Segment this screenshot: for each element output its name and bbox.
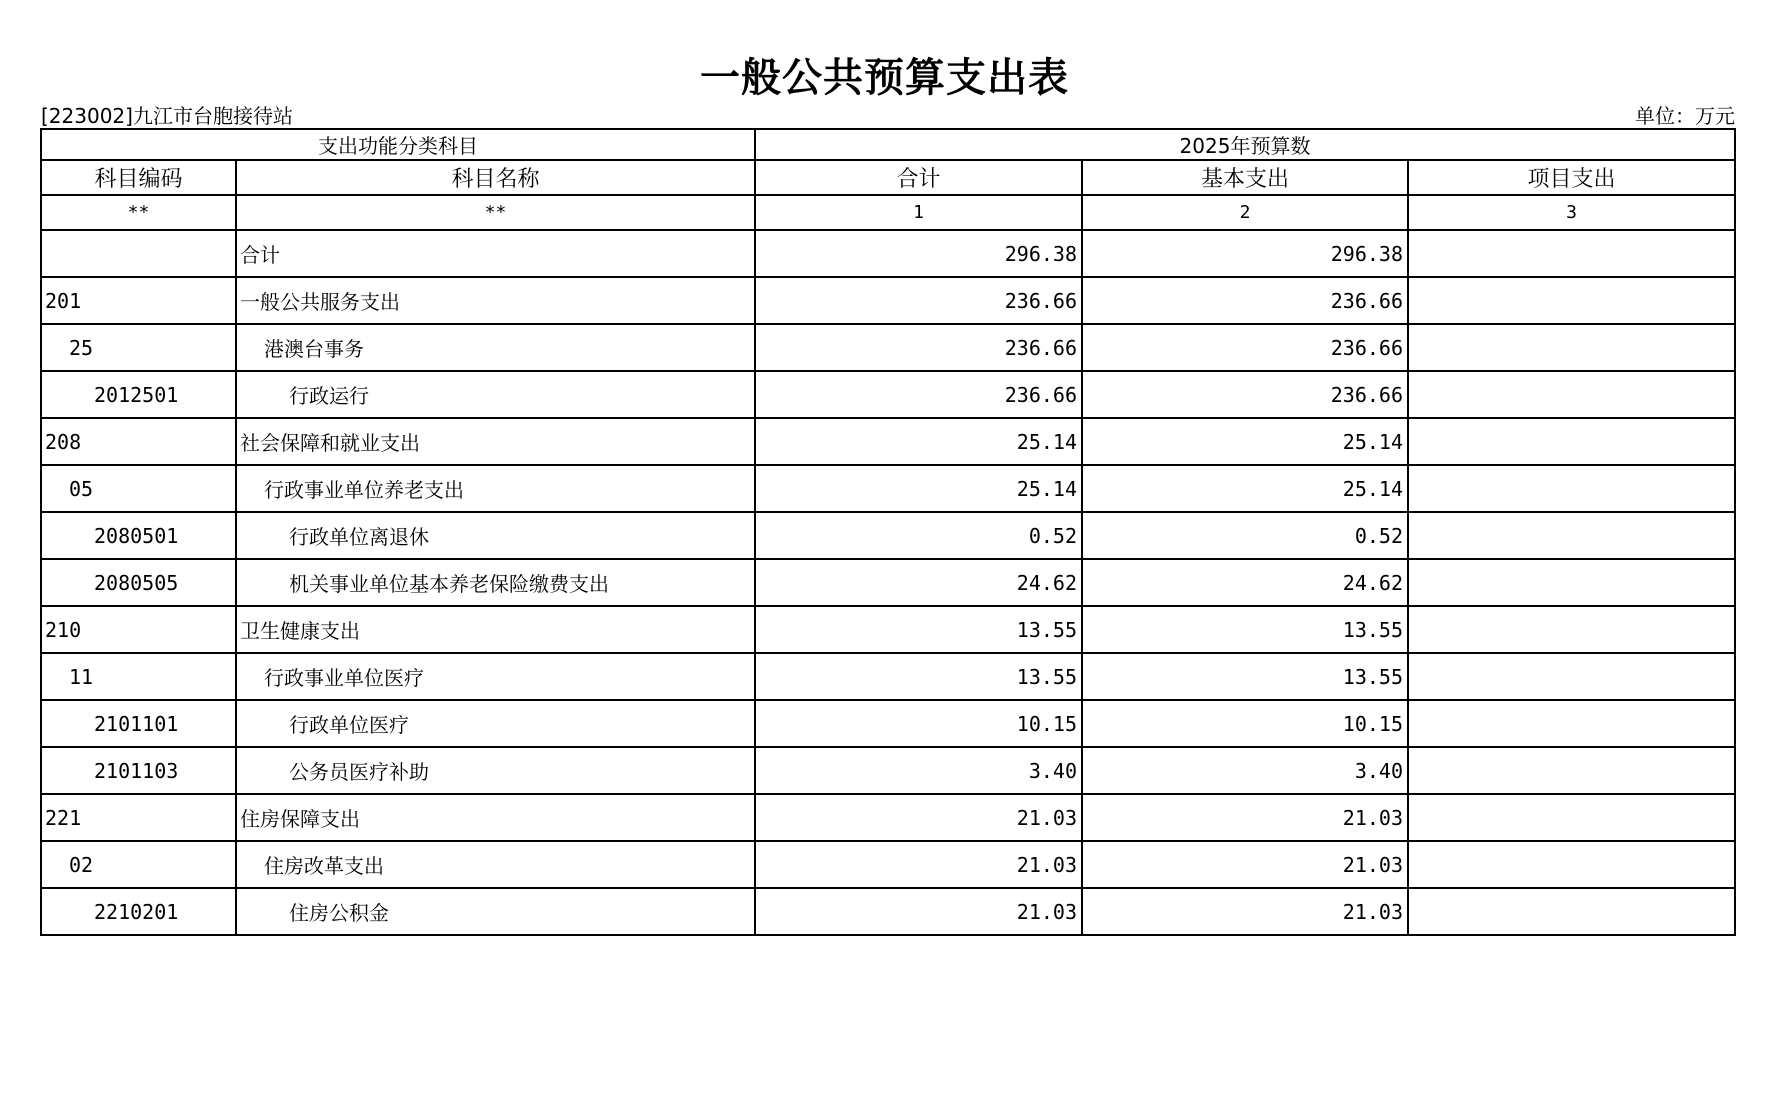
row-name: 住房改革支出 bbox=[236, 841, 755, 888]
table-row bbox=[41, 418, 1735, 465]
row-code: 210 bbox=[41, 606, 236, 653]
row-total: 25.14 bbox=[755, 465, 1082, 512]
row-project bbox=[1408, 559, 1735, 606]
row-total: 296.38 bbox=[755, 230, 1082, 277]
header-name: 科目名称 bbox=[236, 160, 755, 195]
row-basic: 13.55 bbox=[1082, 653, 1408, 700]
row-total: 0.52 bbox=[755, 512, 1082, 559]
table-row bbox=[41, 794, 1735, 841]
header-basic: 基本支出 bbox=[1082, 160, 1408, 195]
row-total: 3.40 bbox=[755, 747, 1082, 794]
index-name: ** bbox=[236, 195, 755, 230]
row-project bbox=[1408, 841, 1735, 888]
row-basic: 21.03 bbox=[1082, 888, 1408, 935]
header-index-row bbox=[41, 195, 1735, 230]
row-total: 25.14 bbox=[755, 418, 1082, 465]
row-total: 236.66 bbox=[755, 277, 1082, 324]
index-basic: 2 bbox=[1082, 195, 1408, 230]
row-name: 行政运行 bbox=[236, 371, 755, 418]
page-title: 一般公共预算支出表 bbox=[700, 54, 1069, 101]
index-code: ** bbox=[41, 195, 236, 230]
row-project bbox=[1408, 465, 1735, 512]
row-code: 25 bbox=[41, 324, 236, 371]
table-body bbox=[41, 129, 1735, 935]
row-total: 13.55 bbox=[755, 606, 1082, 653]
row-basic: 21.03 bbox=[1082, 794, 1408, 841]
row-name: 住房公积金 bbox=[236, 888, 755, 935]
header-column-row bbox=[41, 160, 1735, 195]
row-name: 社会保障和就业支出 bbox=[236, 418, 755, 465]
row-basic: 25.14 bbox=[1082, 465, 1408, 512]
table-row bbox=[41, 559, 1735, 606]
row-total: 21.03 bbox=[755, 794, 1082, 841]
unit-label: 单位：万元 bbox=[1635, 104, 1735, 128]
row-name: 合计 bbox=[236, 230, 755, 277]
row-total: 236.66 bbox=[755, 324, 1082, 371]
row-code: 2080501 bbox=[41, 512, 236, 559]
row-project bbox=[1408, 606, 1735, 653]
row-basic: 236.66 bbox=[1082, 371, 1408, 418]
row-total: 21.03 bbox=[755, 841, 1082, 888]
row-project bbox=[1408, 230, 1735, 277]
row-basic: 0.52 bbox=[1082, 512, 1408, 559]
row-total: 10.15 bbox=[755, 700, 1082, 747]
row-code: 05 bbox=[41, 465, 236, 512]
table-row bbox=[41, 277, 1735, 324]
header-total: 合计 bbox=[755, 160, 1082, 195]
row-basic: 25.14 bbox=[1082, 418, 1408, 465]
row-code bbox=[41, 230, 236, 277]
row-code: 2101101 bbox=[41, 700, 236, 747]
row-project bbox=[1408, 888, 1735, 935]
row-total: 236.66 bbox=[755, 371, 1082, 418]
header-budget-group: 2025年预算数 bbox=[755, 129, 1735, 160]
row-basic: 236.66 bbox=[1082, 324, 1408, 371]
row-project bbox=[1408, 324, 1735, 371]
row-project bbox=[1408, 277, 1735, 324]
row-project bbox=[1408, 653, 1735, 700]
row-name: 住房保障支出 bbox=[236, 794, 755, 841]
row-name: 行政单位医疗 bbox=[236, 700, 755, 747]
row-project bbox=[1408, 794, 1735, 841]
row-code: 02 bbox=[41, 841, 236, 888]
row-basic: 21.03 bbox=[1082, 841, 1408, 888]
table-row bbox=[41, 841, 1735, 888]
table-row bbox=[41, 700, 1735, 747]
header-code: 科目编码 bbox=[41, 160, 236, 195]
header-group-row bbox=[41, 129, 1735, 160]
row-project bbox=[1408, 418, 1735, 465]
row-project bbox=[1408, 700, 1735, 747]
row-name: 行政单位离退休 bbox=[236, 512, 755, 559]
index-total: 1 bbox=[755, 195, 1082, 230]
row-code: 2101103 bbox=[41, 747, 236, 794]
row-project bbox=[1408, 512, 1735, 559]
row-basic: 296.38 bbox=[1082, 230, 1408, 277]
table-row bbox=[41, 653, 1735, 700]
row-code: 11 bbox=[41, 653, 236, 700]
table-row bbox=[41, 465, 1735, 512]
row-name: 港澳台事务 bbox=[236, 324, 755, 371]
row-name: 卫生健康支出 bbox=[236, 606, 755, 653]
row-name: 行政事业单位养老支出 bbox=[236, 465, 755, 512]
header-project: 项目支出 bbox=[1408, 160, 1735, 195]
row-total: 13.55 bbox=[755, 653, 1082, 700]
row-total: 21.03 bbox=[755, 888, 1082, 935]
table-row bbox=[41, 371, 1735, 418]
organization-label: [223002]九江市台胞接待站 bbox=[41, 104, 293, 128]
row-project bbox=[1408, 371, 1735, 418]
row-name: 机关事业单位基本养老保险缴费支出 bbox=[236, 559, 755, 606]
index-project: 3 bbox=[1408, 195, 1735, 230]
table-row bbox=[41, 747, 1735, 794]
table-row bbox=[41, 230, 1735, 277]
row-code: 2012501 bbox=[41, 371, 236, 418]
row-basic: 10.15 bbox=[1082, 700, 1408, 747]
header-function-group: 支出功能分类科目 bbox=[41, 129, 755, 160]
row-name: 一般公共服务支出 bbox=[236, 277, 755, 324]
row-code: 2080505 bbox=[41, 559, 236, 606]
row-name: 公务员医疗补助 bbox=[236, 747, 755, 794]
row-basic: 24.62 bbox=[1082, 559, 1408, 606]
table-row bbox=[41, 512, 1735, 559]
row-code: 221 bbox=[41, 794, 236, 841]
row-total: 24.62 bbox=[755, 559, 1082, 606]
row-name: 行政事业单位医疗 bbox=[236, 653, 755, 700]
row-code: 201 bbox=[41, 277, 236, 324]
row-basic: 13.55 bbox=[1082, 606, 1408, 653]
row-project bbox=[1408, 747, 1735, 794]
budget-table bbox=[40, 128, 1736, 936]
table-row bbox=[41, 888, 1735, 935]
row-basic: 236.66 bbox=[1082, 277, 1408, 324]
table-row bbox=[41, 324, 1735, 371]
table-row bbox=[41, 606, 1735, 653]
row-basic: 3.40 bbox=[1082, 747, 1408, 794]
row-code: 208 bbox=[41, 418, 236, 465]
row-code: 2210201 bbox=[41, 888, 236, 935]
